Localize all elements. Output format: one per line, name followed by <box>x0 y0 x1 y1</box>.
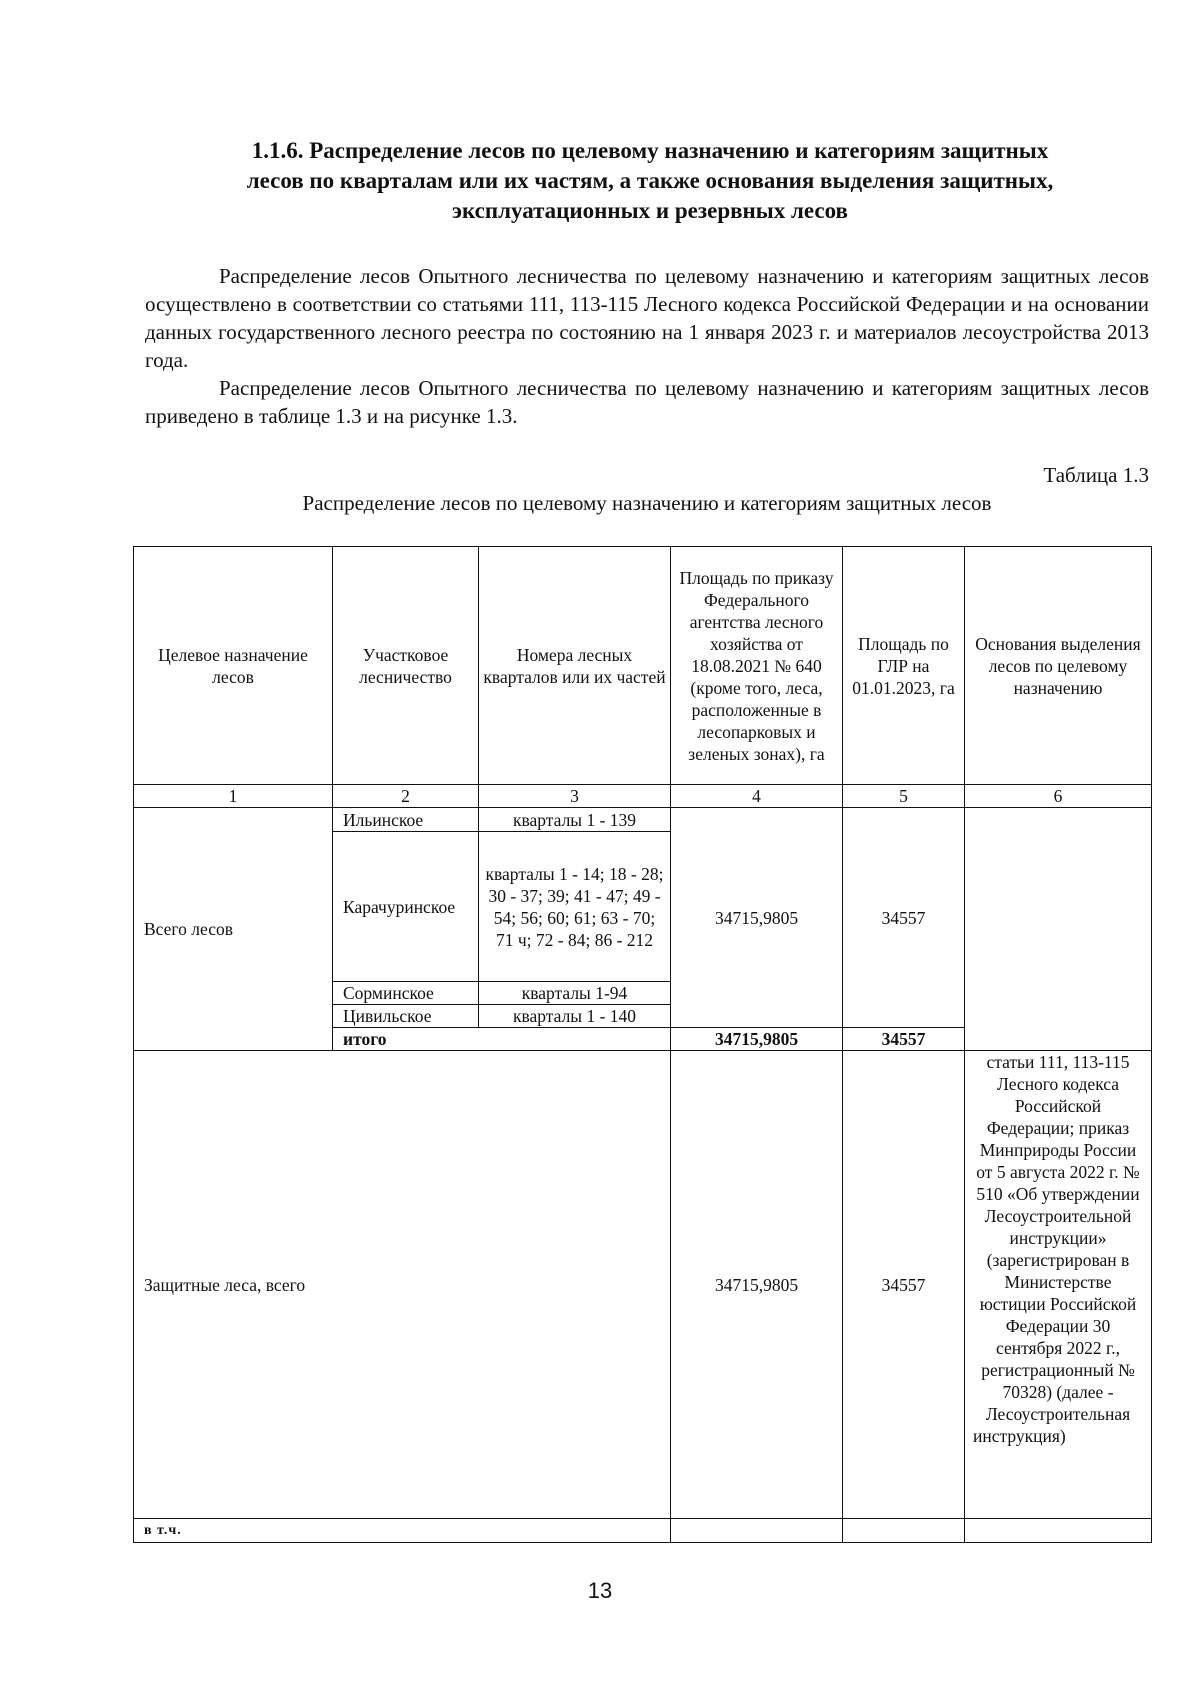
header-area-order: Площадь по приказу Федерального агентства лесного хозяйства от 18.08.2021 № 640 (кроме того, леса, расположенные в лесопарковых и зеленых зонах), га <box>671 547 843 785</box>
forestry-name: Ильинское <box>333 808 479 832</box>
table-header-row <box>134 547 1152 785</box>
empty-cell <box>965 1519 1152 1543</box>
header-purpose: Целевое назначение лесов <box>134 547 333 785</box>
col-number: 4 <box>671 785 843 808</box>
page-number: 13 <box>587 1578 613 1603</box>
empty-cell <box>671 1519 843 1543</box>
basis-empty <box>965 808 1152 1051</box>
col-number: 3 <box>479 785 671 808</box>
purpose-total-forests: Всего лесов <box>134 808 333 1051</box>
col-number: 2 <box>333 785 479 808</box>
body-text <box>145 262 1149 430</box>
quarters-list: кварталы 1 - 14; 18 - 28; 30 - 37; 39; 41 - 47; 49 - 54; 56; 60; 61; 63 - 70; 71 ч; 72 - 84; 86 - 212 <box>479 832 671 982</box>
quarters-list: кварталы 1 - 140 <box>479 1005 671 1028</box>
column-number-row <box>134 785 1152 808</box>
area-glr-value: 34557 <box>843 808 965 1028</box>
protective-row <box>134 1051 1152 1519</box>
total-label: итого <box>333 1028 671 1051</box>
table-number: Таблица 1.3 <box>1043 463 1149 487</box>
heading-line-1: 1.1.6. Распределение лесов по целевому назначению и категориям защитных <box>251 138 1049 163</box>
heading-line-3: эксплуатационных и резервных лесов <box>452 198 848 223</box>
table-row <box>134 808 1152 832</box>
area-order-value: 34715,9805 <box>671 808 843 1028</box>
col-number: 1 <box>134 785 333 808</box>
forestry-name: Сорминское <box>333 982 479 1005</box>
section-heading <box>150 136 1150 226</box>
protective-basis: статьи 111, 113-115 Лесного кодекса Российской Федерации; приказ Минприроды России от 5 августа 2022 г. № 510 «Об утверждении Лесоустроительной инструкции» (зарегистрирован в Министерстве юстиции Российской Федерации 30 сентября 2022 г., регистрационный № 70328) (далее - Лесоустроительная инструкция) <box>965 1051 1152 1519</box>
including-label: в т.ч. <box>134 1519 671 1543</box>
quarters-list: кварталы 1-94 <box>479 982 671 1005</box>
col-number: 6 <box>965 785 1152 808</box>
header-forestry: Участковое лесничество <box>333 547 479 785</box>
protective-area-order: 34715,9805 <box>671 1051 843 1519</box>
forestry-name: Цивильское <box>333 1005 479 1028</box>
protective-area-glr: 34557 <box>843 1051 965 1519</box>
quarters-list: кварталы 1 - 139 <box>479 808 671 832</box>
paragraph-1: Распределение лесов Опытного лесничества по целевому назначению и категориям защитных лесов осуществлено в соответствии со статьями 111, 113-115 Лесного кодекса Российской Федерации и на основании данных государственного лесного реестра по состоянию на 1 января 2023 г. и материалов лесоустройства 2013 года. <box>145 264 1149 372</box>
including-row <box>134 1519 1152 1543</box>
forest-distribution-table <box>133 546 1152 1543</box>
table-caption: Распределение лесов по целевому назначению и категориям защитных лесов <box>302 491 992 515</box>
header-basis: Основания выделения лесов по целевому назначению <box>965 547 1152 785</box>
col-number: 5 <box>843 785 965 808</box>
empty-cell <box>843 1519 965 1543</box>
purpose-protective: Защитные леса, всего <box>134 1051 671 1519</box>
total-area-glr: 34557 <box>843 1028 965 1051</box>
paragraph-2: Распределение лесов Опытного лесничества по целевому назначению и категориям защитных лесов приведено в таблице 1.3 и на рисунке 1.3. <box>145 376 1149 428</box>
total-area-order: 34715,9805 <box>671 1028 843 1051</box>
header-quarters: Номера лесных кварталов или их частей <box>479 547 671 785</box>
heading-line-2: лесов по кварталам или их частям, а также основания выделения защитных, <box>246 168 1054 193</box>
forestry-name: Карачуринское <box>333 832 479 982</box>
header-area-glr: Площадь по ГЛР на 01.01.2023, га <box>843 547 965 785</box>
